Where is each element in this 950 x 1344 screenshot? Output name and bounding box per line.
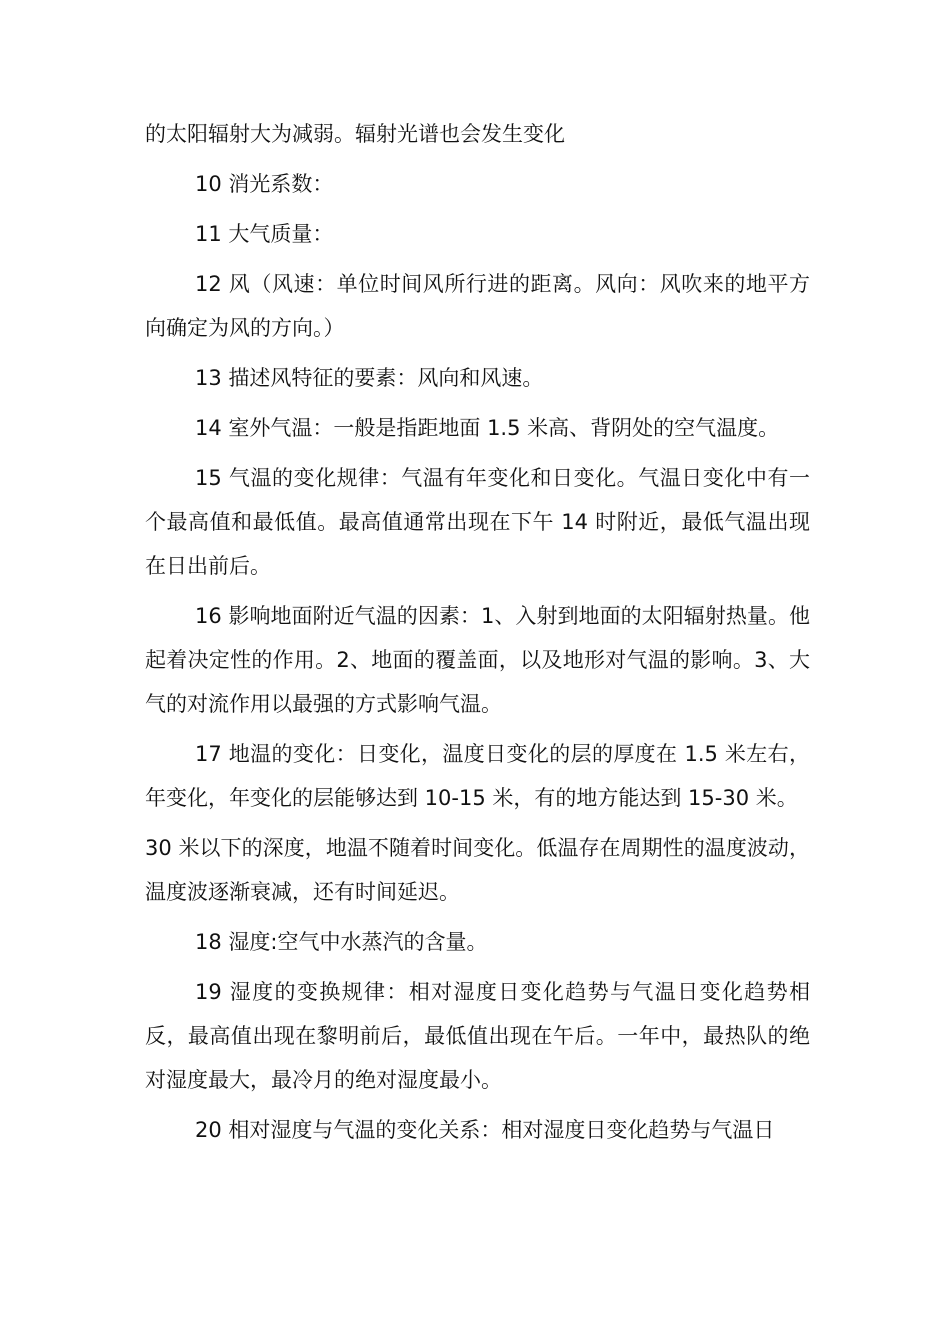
paragraph-item-14: 14 室外气温：一般是指距地面 1.5 米高、背阴处的空气温度。 [195, 416, 780, 440]
paragraph-item-19: 19 湿度的变换规律：相对湿度日变化趋势与气温日变化趋势相反，最高值出现在黎明前后，最低值出现在午后。一年中，最热队的绝对湿度最大，最冷月的绝对湿度最小。 [145, 980, 810, 1092]
paragraph-item-16: 16 影响地面附近气温的因素：1、入射到地面的太阳辐射热量。他起着决定性的作用。2、地面的覆盖面，以及地形对气温的影响。3、大气的对流作用以最强的方式影响气温。 [145, 604, 810, 716]
paragraph-continuation: 的太阳辐射大为减弱。辐射光谱也会发生变化 [145, 122, 565, 146]
paragraph-item-15: 15 气温的变化规律：气温有年变化和日变化。气温日变化中有一个最高值和最低值。最高值通常出现在下午 14 时附近，最低气温出现在日出前后。 [145, 466, 810, 578]
paragraph-item-11: 11 大气质量： [195, 222, 334, 246]
paragraph-item-12: 12 风（风速：单位时间风所行进的距离。风向：风吹来的地平方向确定为风的方向。） [145, 272, 810, 340]
paragraph-item-13: 13 描述风特征的要素：风向和风速。 [195, 366, 544, 390]
paragraph-item-17-continued: 30 米以下的深度，地温不随着时间变化。低温存在周期性的温度波动，温度波逐渐衰减，还有时间延迟。 [145, 836, 810, 904]
paragraph-item-18: 18 湿度:空气中水蒸汽的含量。 [195, 930, 488, 954]
paragraph-item-17: 17 地温的变化：日变化，温度日变化的层的厚度在 1.5 米左右，年变化，年变化的层能够达到 10-15 米，有的地方能达到 15-30 米。 [145, 742, 810, 810]
paragraph-item-10: 10 消光系数： [195, 172, 334, 196]
document-body [145, 112, 810, 1158]
paragraph-item-20: 20 相对湿度与气温的变化关系：相对湿度日变化趋势与气温日 [195, 1118, 775, 1142]
